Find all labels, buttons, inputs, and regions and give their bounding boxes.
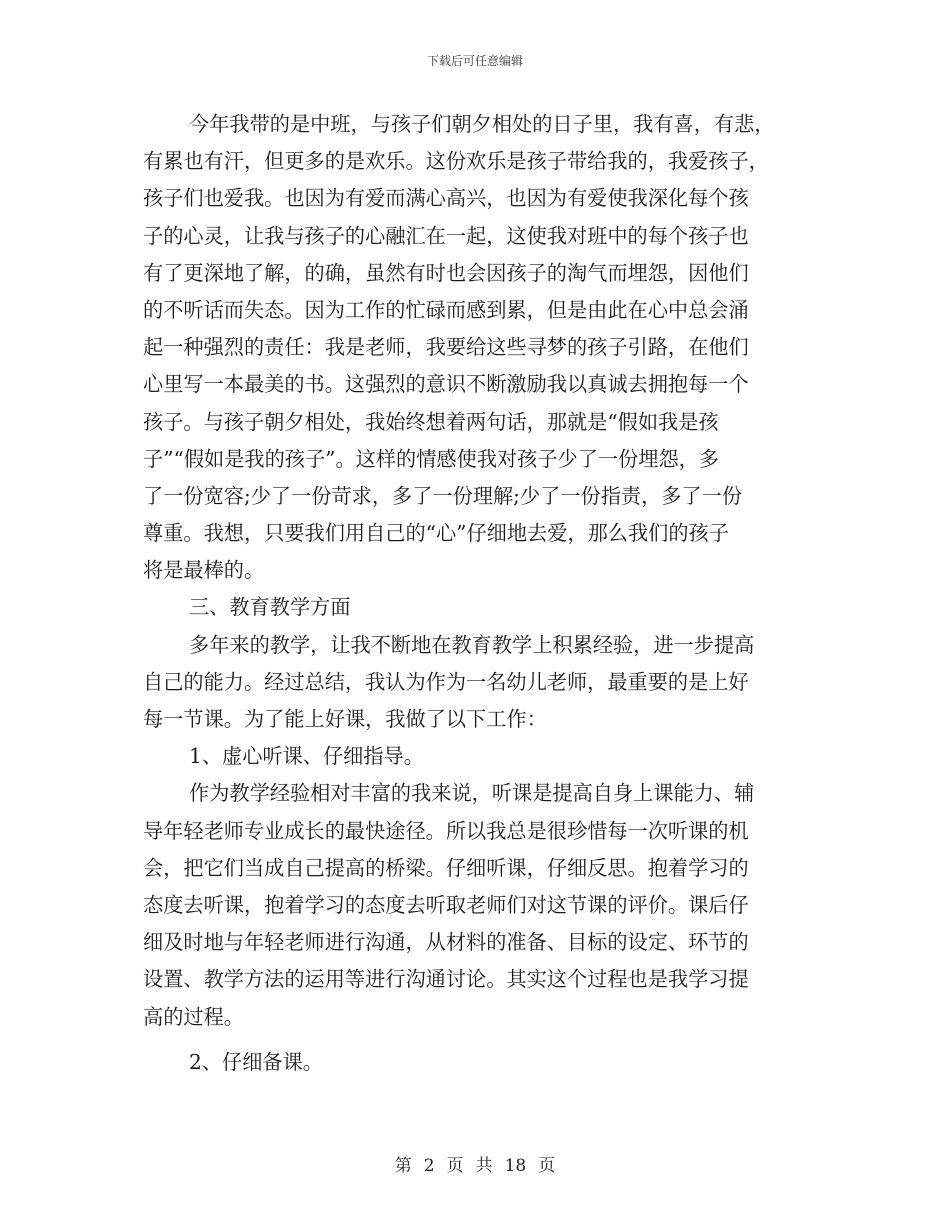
text-line: 将是最棒的。 bbox=[143, 558, 265, 583]
text-line: 的不听话而失态。因为工作的忙碌而感到累，但是由此在心中总会涌 bbox=[143, 297, 749, 322]
blank-line bbox=[143, 1036, 803, 1044]
subsection-heading: 2、仔细备课。 bbox=[189, 1049, 323, 1074]
text-line: 态度去听课，抱着学习的态度去听取老师们对这节课的评价。课后仔 bbox=[143, 892, 749, 917]
current-page-number: 2 bbox=[423, 1156, 435, 1176]
total-pages-number: 18 bbox=[504, 1156, 527, 1176]
text-line: 高的过程。 bbox=[143, 1004, 244, 1029]
text-line: 会，把它们当成自己提高的桥梁。仔细听课，仔细反思。抱着学习的 bbox=[143, 855, 749, 880]
text-line: 今年我带的是中班，与孩子们朝夕相处的日子里，我有喜，有悲， bbox=[189, 112, 775, 136]
text-line: 子”“假如是我的孩子”。这样的情感使我对孩子少了一份埋怨，多 bbox=[143, 446, 720, 471]
text-line: 每一节课。为了能上好课，我做了以下工作： bbox=[143, 707, 547, 731]
text-line: 心里写一本最美的书。这强烈的意识不断激励我以真诚去拥抱每一个 bbox=[143, 372, 749, 397]
text-line: 孩子。与孩子朝夕相处，我始终想着两句话，那就是“假如我是孩 bbox=[143, 409, 719, 434]
text-line: 有了更深地了解，的确，虽然有时也会因孩子的淘气而埋怨，因他们 bbox=[143, 260, 749, 285]
text-line: 多年来的教学，让我不断地在教育教学上积累经验，进一步提高 bbox=[189, 632, 755, 657]
footer-label-ye2: 页 bbox=[538, 1156, 556, 1176]
footer-label-di: 第 bbox=[394, 1156, 412, 1176]
document-body bbox=[143, 106, 803, 1081]
subsection-heading: 1、虚心听课、仔细指导。 bbox=[189, 744, 424, 769]
text-line: 导年轻老师专业成长的最快途径。所以我总是很珍惜每一次听课的机 bbox=[143, 818, 749, 843]
text-line: 了一份宽容;少了一份苛求，多了一份理解;少了一份指责，多了一份 bbox=[143, 483, 743, 508]
text-line: 细及时地与年轻老师进行沟通，从材料的准备、目标的设定、环节的 bbox=[143, 930, 749, 955]
footer-label-gong: 共 bbox=[475, 1156, 493, 1176]
text-line: 起一种强烈的责任：我是老师，我要给这些寻梦的孩子引路，在他们 bbox=[143, 335, 749, 360]
section-heading: 三、教育教学方面 bbox=[189, 595, 351, 620]
text-line: 子的心灵，让我与孩子的心融汇在一起，这使我对班中的每个孩子也 bbox=[143, 223, 749, 248]
text-line: 自己的能力。经过总结，我认为作为一名幼儿老师，最重要的是上好 bbox=[143, 669, 749, 694]
text-line: 孩子们也爱我。也因为有爱而满心高兴，也因为有爱使我深化每个孩 bbox=[143, 186, 749, 211]
page-footer bbox=[0, 1151, 950, 1176]
text-line: 尊重。我想，只要我们用自己的“心”仔细地去爱，那么我们的孩子 bbox=[143, 521, 729, 546]
footer-label-ye: 页 bbox=[446, 1156, 464, 1176]
text-line: 有累也有汗，但更多的是欢乐。这份欢乐是孩子带给我的，我爱孩子， bbox=[143, 149, 769, 174]
text-line: 作为教学经验相对丰富的我来说，听课是提高自身上课能力、辅 bbox=[189, 781, 755, 806]
page-header: 下载后可任意编辑 bbox=[426, 54, 523, 68]
text-line: 设置、教学方法的运用等进行沟通讨论。其实这个过程也是我学习提 bbox=[143, 967, 749, 992]
